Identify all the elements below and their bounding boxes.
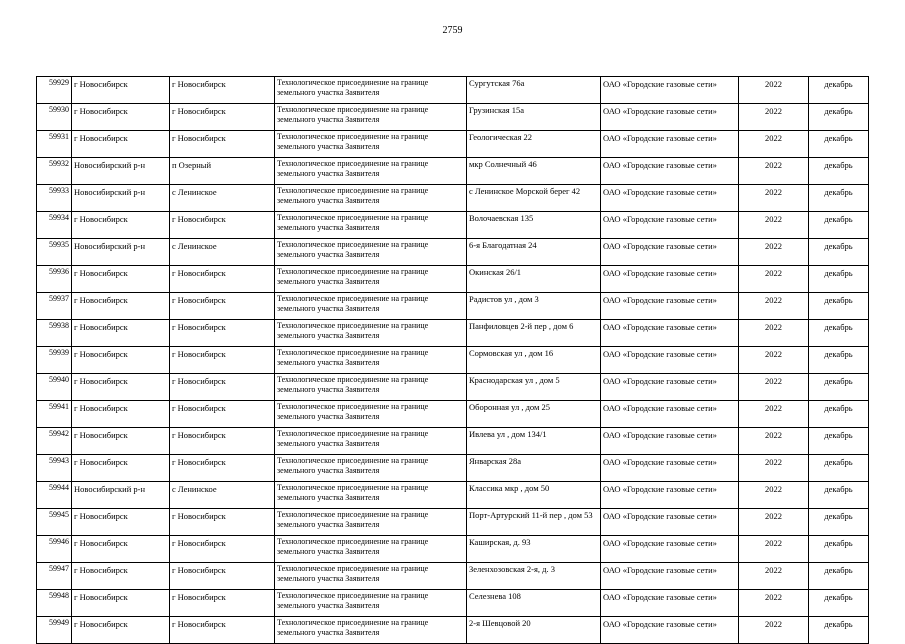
month-cell: декабрь (809, 320, 869, 347)
table-row (37, 428, 869, 455)
connection-type-cell: Технологическое присоединение на границе земельного участка Заявителя (275, 104, 467, 131)
district-cell: г Новосибирск (72, 104, 170, 131)
address-cell: Геологическая 22 (467, 131, 601, 158)
district-cell: г Новосибирск (72, 266, 170, 293)
row-number: 59948 (37, 590, 72, 617)
table-row (37, 212, 869, 239)
address-cell: 2-я Шевцовой 20 (467, 617, 601, 644)
address-cell: Зеленхозовская 2-я, д. 3 (467, 563, 601, 590)
year-cell: 2022 (739, 77, 809, 104)
row-number: 59932 (37, 158, 72, 185)
month-cell: декабрь (809, 77, 869, 104)
locality-cell: г Новосибирск (170, 104, 275, 131)
connection-type-cell: Технологическое присоединение на границе земельного участка Заявителя (275, 77, 467, 104)
locality-cell: г Новосибирск (170, 401, 275, 428)
organization-cell: ОАО «Городские газовые сети» (601, 131, 739, 158)
address-cell: Краснодарская ул , дом 5 (467, 374, 601, 401)
table-row (37, 590, 869, 617)
year-cell: 2022 (739, 347, 809, 374)
district-cell: г Новосибирск (72, 212, 170, 239)
connection-type-cell: Технологическое присоединение на границе земельного участка Заявителя (275, 563, 467, 590)
year-cell: 2022 (739, 428, 809, 455)
row-number: 59936 (37, 266, 72, 293)
table-row (37, 563, 869, 590)
organization-cell: ОАО «Городские газовые сети» (601, 428, 739, 455)
locality-cell: г Новосибирск (170, 509, 275, 536)
row-number: 59941 (37, 401, 72, 428)
year-cell: 2022 (739, 617, 809, 644)
organization-cell: ОАО «Городские газовые сети» (601, 590, 739, 617)
address-cell: Январская 28а (467, 455, 601, 482)
locality-cell: г Новосибирск (170, 536, 275, 563)
month-cell: декабрь (809, 266, 869, 293)
locality-cell: г Новосибирск (170, 455, 275, 482)
locality-cell: г Новосибирск (170, 131, 275, 158)
address-cell: Сормовская ул , дом 16 (467, 347, 601, 374)
year-cell: 2022 (739, 374, 809, 401)
month-cell: декабрь (809, 374, 869, 401)
address-cell: с Ленинское Морской берег 42 (467, 185, 601, 212)
organization-cell: ОАО «Городские газовые сети» (601, 239, 739, 266)
connection-type-cell: Технологическое присоединение на границе земельного участка Заявителя (275, 239, 467, 266)
organization-cell: ОАО «Городские газовые сети» (601, 509, 739, 536)
district-cell: г Новосибирск (72, 374, 170, 401)
address-cell: Грузинская 15а (467, 104, 601, 131)
connection-type-cell: Технологическое присоединение на границе земельного участка Заявителя (275, 536, 467, 563)
locality-cell: г Новосибирск (170, 293, 275, 320)
row-number: 59945 (37, 509, 72, 536)
table-row (37, 536, 869, 563)
district-cell: Новосибирский р-н (72, 482, 170, 509)
table-row (37, 320, 869, 347)
year-cell: 2022 (739, 455, 809, 482)
locality-cell: г Новосибирск (170, 320, 275, 347)
row-number: 59942 (37, 428, 72, 455)
row-number: 59938 (37, 320, 72, 347)
month-cell: декабрь (809, 509, 869, 536)
year-cell: 2022 (739, 590, 809, 617)
year-cell: 2022 (739, 320, 809, 347)
year-cell: 2022 (739, 239, 809, 266)
row-number: 59929 (37, 77, 72, 104)
connection-type-cell: Технологическое присоединение на границе земельного участка Заявителя (275, 455, 467, 482)
address-cell: Порт-Артурский 11-й пер , дом 53 (467, 509, 601, 536)
row-number: 59939 (37, 347, 72, 374)
table-row (37, 185, 869, 212)
month-cell: декабрь (809, 158, 869, 185)
month-cell: декабрь (809, 185, 869, 212)
year-cell: 2022 (739, 509, 809, 536)
table-row (37, 509, 869, 536)
connection-type-cell: Технологическое присоединение на границе земельного участка Заявителя (275, 320, 467, 347)
connection-type-cell: Технологическое присоединение на границе земельного участка Заявителя (275, 509, 467, 536)
organization-cell: ОАО «Городские газовые сети» (601, 617, 739, 644)
year-cell: 2022 (739, 158, 809, 185)
organization-cell: ОАО «Городские газовые сети» (601, 374, 739, 401)
month-cell: декабрь (809, 590, 869, 617)
connection-type-cell: Технологическое присоединение на границе земельного участка Заявителя (275, 374, 467, 401)
connection-type-cell: Технологическое присоединение на границе земельного участка Заявителя (275, 131, 467, 158)
district-cell: Новосибирский р-н (72, 158, 170, 185)
row-number: 59937 (37, 293, 72, 320)
address-cell: Каширская, д. 93 (467, 536, 601, 563)
page-number: 2759 (442, 25, 463, 36)
locality-cell: г Новосибирск (170, 617, 275, 644)
row-number: 59949 (37, 617, 72, 644)
district-cell: г Новосибирск (72, 77, 170, 104)
district-cell: г Новосибирск (72, 509, 170, 536)
organization-cell: ОАО «Городские газовые сети» (601, 563, 739, 590)
month-cell: декабрь (809, 131, 869, 158)
address-cell: Сургутская 76а (467, 77, 601, 104)
registry-table (36, 76, 869, 644)
district-cell: г Новосибирск (72, 293, 170, 320)
district-cell: г Новосибирск (72, 131, 170, 158)
organization-cell: ОАО «Городские газовые сети» (601, 185, 739, 212)
connection-type-cell: Технологическое присоединение на границе земельного участка Заявителя (275, 590, 467, 617)
address-cell: Оборонная ул , дом 25 (467, 401, 601, 428)
organization-cell: ОАО «Городские газовые сети» (601, 347, 739, 374)
year-cell: 2022 (739, 212, 809, 239)
organization-cell: ОАО «Городские газовые сети» (601, 293, 739, 320)
locality-cell: г Новосибирск (170, 212, 275, 239)
locality-cell: г Новосибирск (170, 374, 275, 401)
connection-type-cell: Технологическое присоединение на границе земельного участка Заявителя (275, 293, 467, 320)
connection-type-cell: Технологическое присоединение на границе земельного участка Заявителя (275, 347, 467, 374)
table-row (37, 77, 869, 104)
organization-cell: ОАО «Городские газовые сети» (601, 266, 739, 293)
year-cell: 2022 (739, 482, 809, 509)
year-cell: 2022 (739, 104, 809, 131)
address-cell: мкр Солнечный 46 (467, 158, 601, 185)
row-number: 59940 (37, 374, 72, 401)
table-row (37, 347, 869, 374)
table-row (37, 374, 869, 401)
year-cell: 2022 (739, 131, 809, 158)
row-number: 59931 (37, 131, 72, 158)
connection-type-cell: Технологическое присоединение на границе земельного участка Заявителя (275, 266, 467, 293)
locality-cell: г Новосибирск (170, 347, 275, 374)
connection-type-cell: Технологическое присоединение на границе земельного участка Заявителя (275, 185, 467, 212)
district-cell: Новосибирский р-н (72, 185, 170, 212)
organization-cell: ОАО «Городские газовые сети» (601, 77, 739, 104)
table-row (37, 617, 869, 644)
locality-cell: с Ленинское (170, 239, 275, 266)
month-cell: декабрь (809, 104, 869, 131)
address-cell: Панфиловцев 2-й пер , дом 6 (467, 320, 601, 347)
table-row (37, 293, 869, 320)
address-cell: Селезнева 108 (467, 590, 601, 617)
address-cell: Классика мкр , дом 50 (467, 482, 601, 509)
month-cell: декабрь (809, 536, 869, 563)
locality-cell: г Новосибирск (170, 563, 275, 590)
table-row (37, 455, 869, 482)
district-cell: г Новосибирск (72, 536, 170, 563)
row-number: 59944 (37, 482, 72, 509)
district-cell: г Новосибирск (72, 401, 170, 428)
month-cell: декабрь (809, 347, 869, 374)
district-cell: Новосибирский р-н (72, 239, 170, 266)
row-number: 59943 (37, 455, 72, 482)
address-cell: Волочаевская 135 (467, 212, 601, 239)
connection-type-cell: Технологическое присоединение на границе земельного участка Заявителя (275, 482, 467, 509)
locality-cell: г Новосибирск (170, 590, 275, 617)
month-cell: декабрь (809, 563, 869, 590)
table-row (37, 266, 869, 293)
year-cell: 2022 (739, 536, 809, 563)
district-cell: г Новосибирск (72, 428, 170, 455)
address-cell: Радистов ул , дом 3 (467, 293, 601, 320)
row-number: 59930 (37, 104, 72, 131)
registry-body (37, 77, 869, 644)
year-cell: 2022 (739, 266, 809, 293)
month-cell: декабрь (809, 482, 869, 509)
locality-cell: с Ленинское (170, 185, 275, 212)
table-row (37, 104, 869, 131)
table-row (37, 401, 869, 428)
district-cell: г Новосибирск (72, 320, 170, 347)
connection-type-cell: Технологическое присоединение на границе земельного участка Заявителя (275, 401, 467, 428)
address-cell: Окинская 26/1 (467, 266, 601, 293)
month-cell: декабрь (809, 293, 869, 320)
row-number: 59947 (37, 563, 72, 590)
organization-cell: ОАО «Городские газовые сети» (601, 158, 739, 185)
table-row (37, 158, 869, 185)
district-cell: г Новосибирск (72, 455, 170, 482)
district-cell: г Новосибирск (72, 347, 170, 374)
month-cell: декабрь (809, 428, 869, 455)
month-cell: декабрь (809, 455, 869, 482)
organization-cell: ОАО «Городские газовые сети» (601, 455, 739, 482)
locality-cell: г Новосибирск (170, 266, 275, 293)
month-cell: декабрь (809, 401, 869, 428)
locality-cell: с Ленинское (170, 482, 275, 509)
organization-cell: ОАО «Городские газовые сети» (601, 536, 739, 563)
month-cell: декабрь (809, 212, 869, 239)
organization-cell: ОАО «Городские газовые сети» (601, 482, 739, 509)
table-row (37, 239, 869, 266)
address-cell: Ивлева ул , дом 134/1 (467, 428, 601, 455)
address-cell: 6-я Благодатная 24 (467, 239, 601, 266)
year-cell: 2022 (739, 293, 809, 320)
connection-type-cell: Технологическое присоединение на границе земельного участка Заявителя (275, 158, 467, 185)
year-cell: 2022 (739, 401, 809, 428)
district-cell: г Новосибирск (72, 563, 170, 590)
table-row (37, 482, 869, 509)
organization-cell: ОАО «Городские газовые сети» (601, 401, 739, 428)
year-cell: 2022 (739, 563, 809, 590)
table-row (37, 131, 869, 158)
row-number: 59934 (37, 212, 72, 239)
year-cell: 2022 (739, 185, 809, 212)
locality-cell: г Новосибирск (170, 77, 275, 104)
row-number: 59933 (37, 185, 72, 212)
month-cell: декабрь (809, 617, 869, 644)
organization-cell: ОАО «Городские газовые сети» (601, 104, 739, 131)
connection-type-cell: Технологическое присоединение на границе земельного участка Заявителя (275, 617, 467, 644)
organization-cell: ОАО «Городские газовые сети» (601, 320, 739, 347)
district-cell: г Новосибирск (72, 590, 170, 617)
row-number: 59946 (37, 536, 72, 563)
organization-cell: ОАО «Городские газовые сети» (601, 212, 739, 239)
row-number: 59935 (37, 239, 72, 266)
locality-cell: п Озерный (170, 158, 275, 185)
district-cell: г Новосибирск (72, 617, 170, 644)
connection-type-cell: Технологическое присоединение на границе земельного участка Заявителя (275, 428, 467, 455)
month-cell: декабрь (809, 239, 869, 266)
connection-type-cell: Технологическое присоединение на границе земельного участка Заявителя (275, 212, 467, 239)
locality-cell: г Новосибирск (170, 428, 275, 455)
